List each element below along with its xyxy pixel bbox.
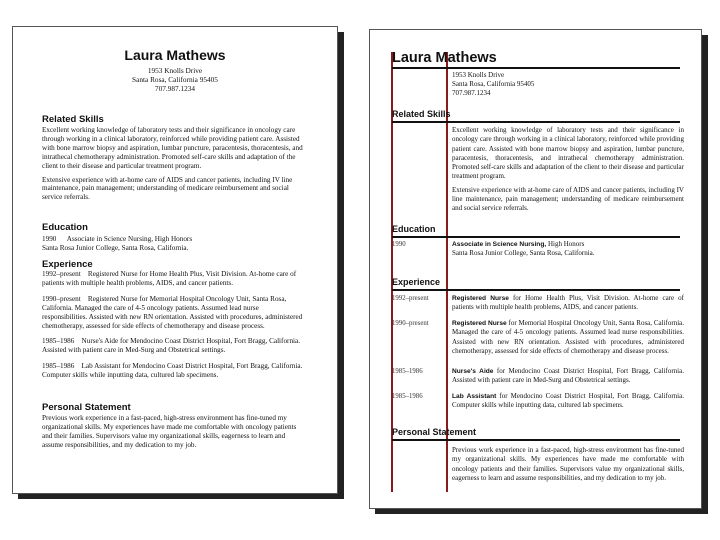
- rule: [392, 121, 680, 123]
- resume-name: Laura Mathews: [392, 50, 497, 66]
- experience-title: Registered Nurse: [452, 320, 507, 327]
- experience-title: Nurse's Aide: [452, 368, 494, 375]
- rule: [392, 439, 680, 441]
- statement-text: Previous work experience in a fast-paced, high-stress environment has fine-tuned my organizational skills. My experiences have made me comfortable with oncology patients and their families. Supervisors value my organizational skills, eagerness to learn and assume responsibilities, and my dedication to my job.: [452, 446, 684, 482]
- address-line-2: Santa Rosa, California 95405: [452, 80, 535, 88]
- statement-text: Previous work experience in a fast-paced, high-stress environment has fine-tuned my organizational skills. My experiences have made me comfortable with oncology patients and their families. Supervisors value my organizational skills, eagerness to learn and assume responsibilities, and my dedication to my job.: [42, 414, 297, 449]
- skills-paragraph-1: Excellent working knowledge of laboratory tests and their significance in oncology care through working in a clinical laboratory, reinforced while providing patient care. Assisted with bone marrow biopsy and aspiration, lumbar puncture, paracentesis, thoracentesis, and intrathecal chemotherapy administration. Promoted self-care skills and adaptation of the client to their disease and particular treatment program.: [452, 126, 684, 181]
- rule: [392, 236, 680, 238]
- experience-item: [452, 319, 684, 356]
- education-line-2: Santa Rosa Junior College, Santa Rosa, California.: [42, 243, 189, 252]
- address-line-1: 1953 Knolls Drive: [147, 66, 203, 75]
- skills-paragraph-2: Extensive experience with at-home care of AIDS and cancer patients, including IV line maintenance, pain management; understanding of medicare reimbursement and social service referrals.: [42, 175, 293, 202]
- experience-item: [452, 367, 684, 386]
- address-line-2: Santa Rosa, California 95405: [132, 75, 218, 84]
- skills-heading: Related Skills: [42, 114, 104, 125]
- skills-text: [42, 126, 304, 202]
- experience-heading: Experience: [42, 259, 93, 270]
- rule: [392, 67, 680, 69]
- skills-heading: Related Skills: [392, 109, 451, 119]
- experience-date: 1985–1986: [392, 393, 423, 400]
- education-heading: Education: [42, 222, 88, 233]
- resume-name: Laura Mathews: [124, 47, 226, 63]
- education-degree: Associate in Science Nursing,: [452, 241, 547, 248]
- experience-text: [42, 270, 304, 380]
- resume-page-right: [369, 29, 702, 509]
- education-date: 1990: [392, 241, 406, 248]
- resume-page-left: [12, 26, 338, 494]
- skills-text: [452, 126, 684, 214]
- experience-item: 1985–1986 Lab Assistant for Mendocino Coast District Hospital, Fort Bragg, California. Computer skills while inputting data, cultured lab specimens.: [42, 362, 305, 380]
- experience-item: 1992–present Registered Nurse for Home Health Plus, Visit Division. At-home care of patients with multiple health problems, AIDS, and cancer patients.: [42, 270, 298, 287]
- experience-desc: for Memorial Hospital Oncology Unit, Santa Rosa, California. Managed the care of 4-5 oncology patients. Assumed lead nurse responsibilities. Assisted with new RN orientation. Assisted with procedures, administered chemotherapy, assessed for side effects of chemotherapy and disease process.: [452, 319, 684, 355]
- education-text: [42, 235, 304, 253]
- experience-item: 1985–1986 Nurse's Aide for Mendocino Coast District Hospital, Fort Bragg, California. Assisted with patient care in Med-Surg and Obstetrical settings.: [42, 337, 302, 355]
- address-line-1: 1953 Knolls Drive: [452, 71, 505, 79]
- experience-item: 1990–present Registered Nurse for Memorial Hospital Oncology Unit, Santa Rosa, California. Managed the care of 4-5 oncology patients. Assumed lead nurse responsibilities. Assisted with new RN orientation. Assisted with procedures, administered chemotherapy, assessed for side effects of chemotherapy and disease process.: [42, 294, 305, 330]
- education-school: Santa Rosa Junior College, Santa Rosa, California.: [452, 249, 595, 258]
- education-honors: High Honors: [546, 240, 585, 248]
- experience-item: [452, 294, 684, 313]
- experience-title: Lab Assistant: [452, 393, 497, 400]
- experience-desc: for Mendocino Coast District Hospital, Fort Bragg, California. Assisted with patient care in Med-Surg and Obstetrical settings.: [452, 367, 684, 385]
- education-text: [452, 240, 684, 259]
- experience-title: Registered Nurse: [452, 295, 509, 302]
- experience-item: [452, 392, 684, 411]
- education-line-1: 1990 Associate in Science Nursing, High Honors: [42, 235, 193, 243]
- experience-desc: for Mendocino Coast District Hospital, Fort Bragg, California. Computer skills while inputting data, cultured lab specimens.: [452, 392, 684, 410]
- experience-date: 1985–1986: [392, 368, 423, 375]
- phone: 707.987.1234: [154, 84, 196, 93]
- rule: [392, 289, 680, 291]
- experience-date: 1992–present: [392, 295, 429, 302]
- experience-heading: Experience: [392, 277, 441, 287]
- education-heading: Education: [392, 224, 436, 234]
- skills-paragraph-2: Extensive experience with at-home care of AIDS and cancer patients, including IV line maintenance, pain management; understanding of medicare reimbursement and social service referrals.: [452, 185, 684, 213]
- skills-paragraph-1: Excellent working knowledge of laboratory tests and their significance in oncology care through working in a clinical laboratory, reinforced while providing patient care. Assisted with bone marrow biopsy and aspiration, lumbar puncture, paracentesis, thoracentesis, and intrathecal chemotherapy administration. Promoted self-care skills and adaptation of the client to their disease and particular treatment program.: [42, 126, 303, 170]
- experience-desc: for Home Health Plus, Visit Division. At-home care of patients with multiple health problems, AIDS, and cancer patients.: [452, 294, 684, 312]
- statement-heading: Personal Statement: [392, 427, 477, 437]
- phone: 707.987.1234: [452, 89, 491, 97]
- statement-heading: Personal Statement: [42, 402, 131, 413]
- experience-date: 1990–present: [392, 320, 429, 327]
